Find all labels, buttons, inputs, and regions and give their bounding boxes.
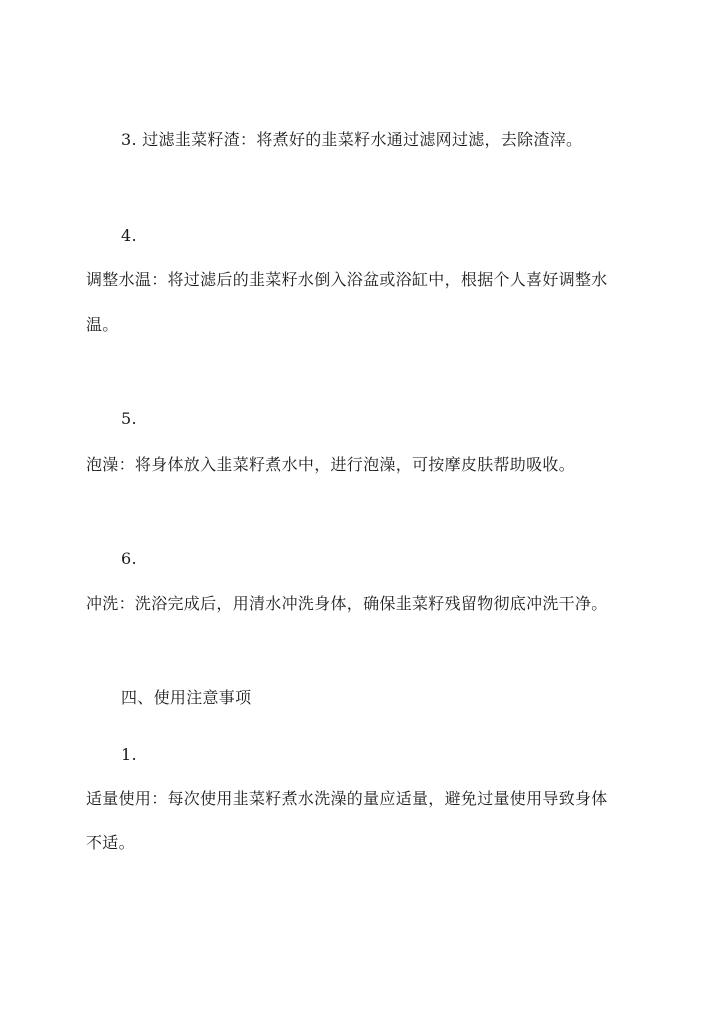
note-1-text-line-1: 适量使用：每次使用韭菜籽煮水洗澡的量应适量，避免过量使用导致身体 (86, 789, 608, 808)
step-3-text: 3. 过滤韭菜籽渣：将煮好的韭菜籽水通过滤网过滤，去除渣滓。 (121, 130, 583, 149)
note-1-number: 1. (121, 745, 137, 764)
step-6-number: 6. (121, 549, 137, 568)
step-5-number: 5. (121, 409, 137, 428)
step-4-text-line-2: 温。 (86, 315, 119, 334)
section-4-heading: 四、使用注意事项 (121, 688, 252, 707)
step-6-text: 冲洗：洗浴完成后，用清水冲洗身体，确保韭菜籽残留物彻底冲洗干净。 (86, 594, 608, 613)
step-4-text-line-1: 调整水温：将过滤后的韭菜籽水倒入浴盆或浴缸中，根据个人喜好调整水 (86, 270, 608, 289)
step-5-text: 泡澡：将身体放入韭菜籽煮水中，进行泡澡，可按摩皮肤帮助吸收。 (86, 455, 576, 474)
note-1-text-line-2: 不适。 (86, 833, 135, 852)
step-4-number: 4. (121, 226, 137, 245)
